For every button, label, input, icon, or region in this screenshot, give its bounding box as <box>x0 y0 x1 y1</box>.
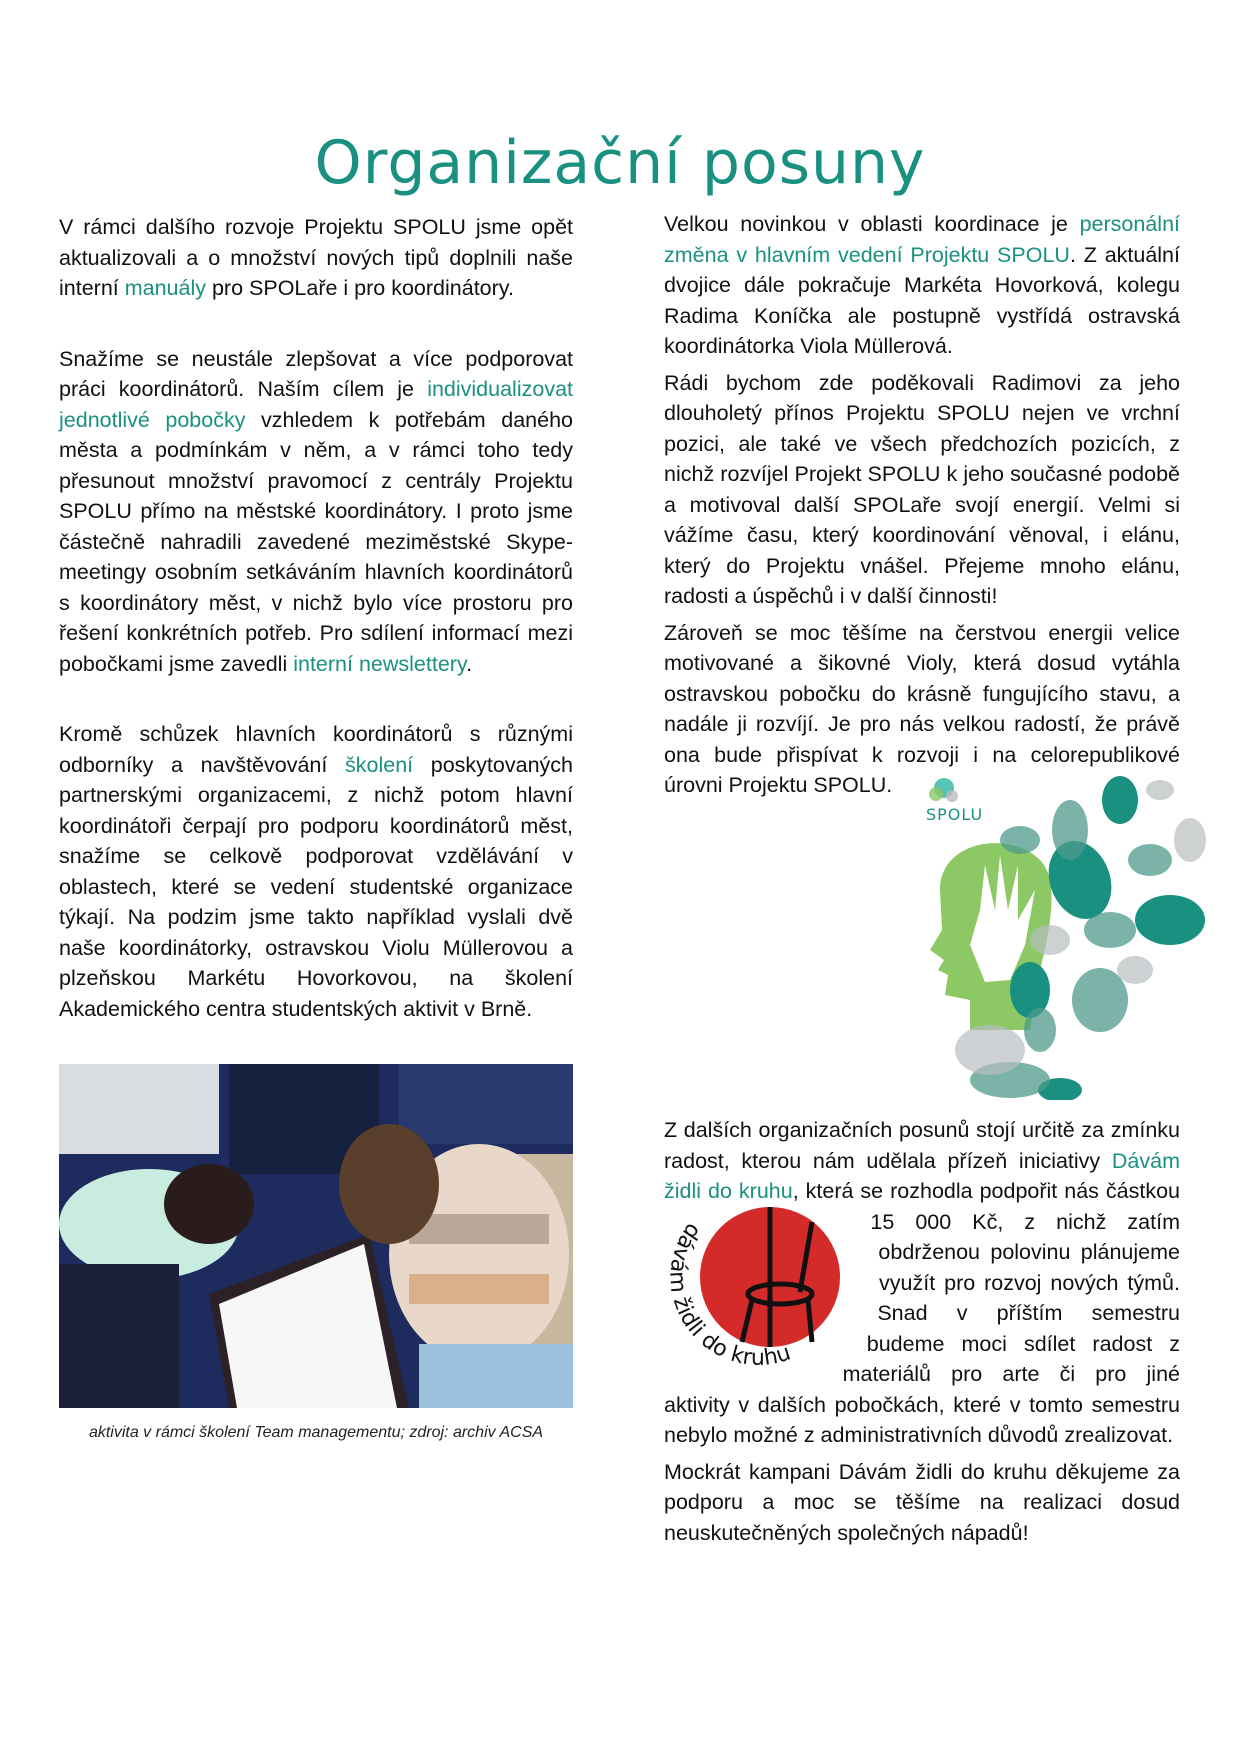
spolu-logo-text: SPOLU <box>926 805 984 824</box>
link-individualizovat[interactable]: individualizovat jednotlivé pobočky <box>59 377 573 432</box>
link-newslettery[interactable]: interní newslettery <box>293 651 467 676</box>
paragraph-coordinators <box>59 344 573 680</box>
link-skoleni[interactable]: školení <box>345 752 414 777</box>
link-davam-zidli-do-kruhu[interactable]: Dávám židli do kruhu <box>664 1148 1180 1203</box>
training-photo <box>59 1064 573 1408</box>
link-personalni-zmena[interactable]: personální změna v hlavním vedení Projektu SPOLU <box>664 212 1180 267</box>
link-manualy[interactable]: manuály <box>124 276 206 300</box>
text: , která se rozhodla podpořit nás částkou 15 000 Kč, z nichž zatím obdrženou polovinu plánujeme využít pro rozvoj nových týmů. Snad v příštím semestru budeme moci sdílet radost z materiálů pro arte či pro jiné aktivity v dalších pobočkách, které v tomto semestru nebylo možné z administrativních důvodů zrealizovat. <box>664 1179 1180 1447</box>
paragraph-thanks-radim: Rádi bychom zde poděkovali Radimovi za jeho dlouholetý přínos Projektu SPOLU nejen ve vrchní pozici, ale také ve všech předchozích pozicích, z nichž rozvíjel Projekt SPOLU k jeho současné podobě a motivoval další SPOLaře svojí energií. Velmi si vážíme času, který koordinování věnoval, i elánu, který do Projektu vnášel. Přejeme mnoho elánu, radosti a úspěchů i v další činnosti! <box>664 370 1180 608</box>
photo-illustration <box>59 1064 573 1408</box>
text: vzhledem k potřebám daného města a podmínkám v něm, a v rámci toho tedy přesunout množství pravomocí z centrály Projektu SPOLU přímo na městské koordinátory. I proto jsme částečně nahradili zavedené meziměstské Skype-meetingy osobním setkáváním hlavních koordinátorů s koordinátory měst, v nichž bylo více prostoru pro řešení konkrétních potřeb. Pro sdílení informací mezi pobočkami jsme zavedli <box>59 407 573 676</box>
text: poskytovaných partnerskými organizacemi, z nichž potom hlavní koordinátoři čerpají pro podporu koordinátorů měst, snažíme se celkově podporovat vzdělávání v oblastech, které se vedení studentské organizace týkají. Na podzim jsme takto například vyslali dvě naše koordinátorky, ostravskou Violu Müllerovou a plzeňskou Markétu Hovorkovou, na školení Akademického centra studentských aktivit v Brně. <box>59 752 573 1021</box>
right-column <box>664 209 1180 801</box>
spolu-hand-logo-icon <box>929 778 958 802</box>
paragraph-training <box>59 719 573 1024</box>
text: Z dalších organizačních posunů stojí určitě za zmínku radost, kterou nám udělala přízeň iniciativy <box>664 1118 1180 1173</box>
text: Velkou novinkou v oblasti koordinace je <box>664 212 1080 236</box>
text: pro SPOLaře i pro koordinátory. <box>206 276 514 300</box>
text: Kromě schůzek hlavních koordinátorů s různými odborníky a navštěvování <box>59 722 573 777</box>
right-column-lower <box>664 1115 1180 1548</box>
chair-logo-text: dávám židli do kruhu <box>664 1218 794 1371</box>
text: . <box>466 651 473 676</box>
photo-caption: aktivita v rámci školení Team managementu; zdroj: archiv ACSA <box>88 1424 544 1441</box>
left-column <box>59 212 573 1024</box>
page-title: Organizační posuny <box>314 128 926 199</box>
paragraph-viola: Zároveň se moc těšíme na čerstvou energii velice motivované a šikovné Violy, která dosud vytáhla ostravskou pobočku do krásně fungujícího stavu, a nadále ji rozvíjí. Je pro nás velkou radostí, že právě ona bude přispívat k rozvoji i na celorepublikové úrovni Projektu SPOLU. <box>664 620 1180 797</box>
paragraph-leadership-change <box>664 209 1180 362</box>
paragraph-manuals <box>59 212 573 304</box>
davam-zidli-do-kruhu-logo <box>662 1182 862 1382</box>
paragraph-davam-zidli <box>664 1115 1180 1451</box>
text: Snažíme se neustále zlepšovat a více podporovat práci koordinátorů. Naším cílem je <box>59 346 573 401</box>
text: V rámci dalšího rozvoje Projektu SPOLU jsme opět aktualizovali a o množství nových tipů doplnili naše interní <box>59 215 573 300</box>
text: . Z aktuální dvojice dále pokračuje Markéta Hovorková, kolegu Radima Koníčka ale postupně vystřídá ostravská koordinátorka Viola Müllerová. <box>664 242 1180 358</box>
paragraph-thanks-campaign: Mockrát kampani Dávám židli do kruhu děkujeme za podporu a moc se těšíme na realizaci dosud neuskutečněných společných nápadů! <box>664 1459 1180 1545</box>
